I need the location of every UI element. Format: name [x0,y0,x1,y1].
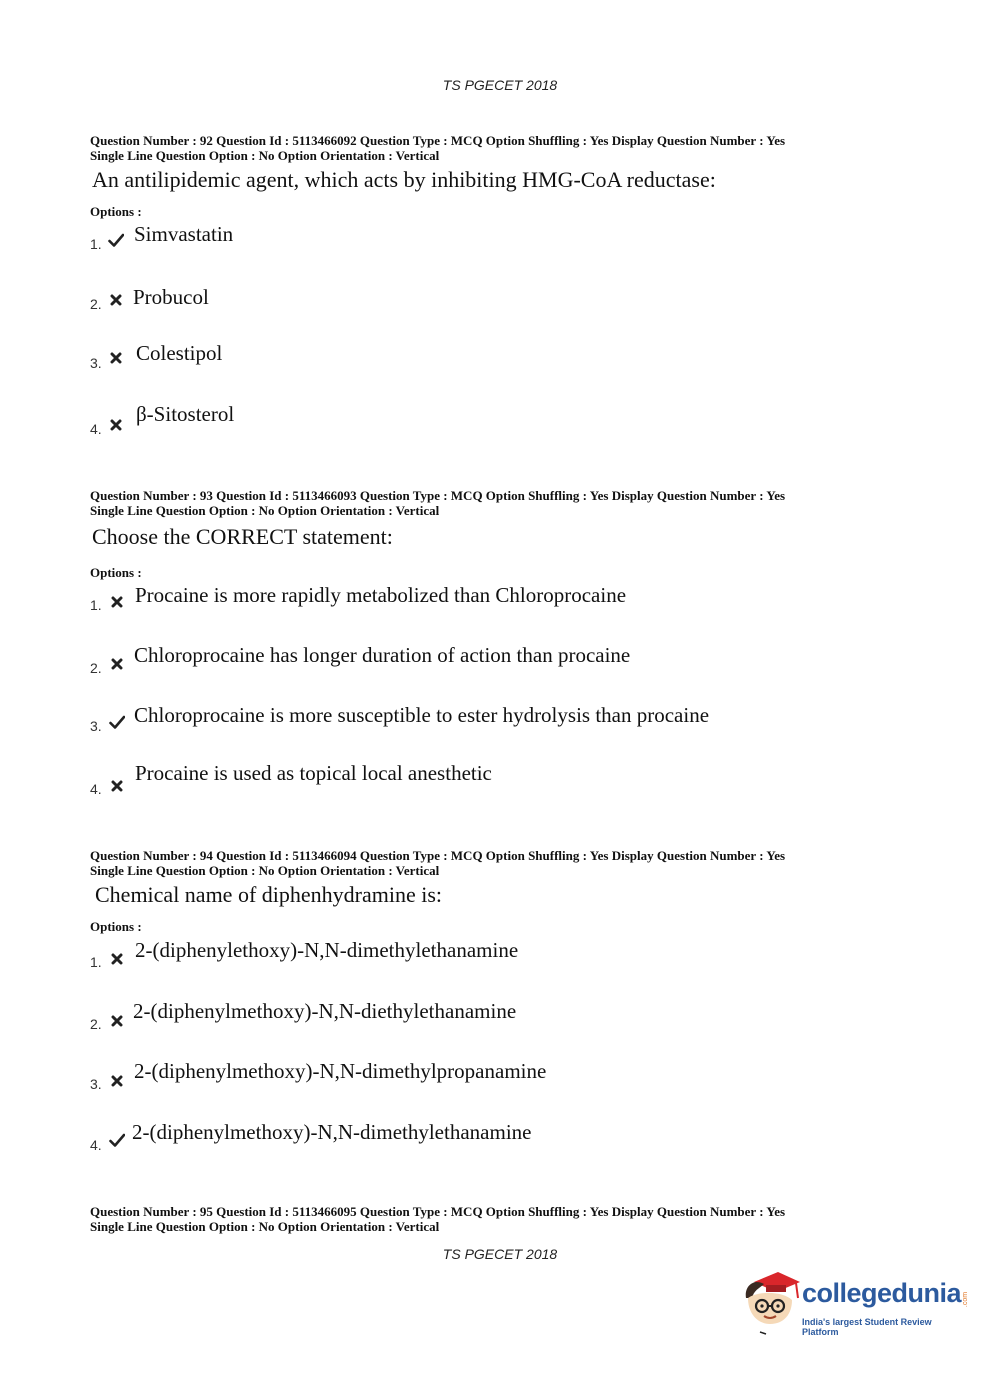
question-meta-line: Single Line Question Option : No Option Orientation : Vertical [90,863,440,878]
question-meta-line: Single Line Question Option : No Option Orientation : Vertical [90,148,440,163]
option-item [0,341,1000,373]
cross-icon [110,294,122,306]
cross-icon [111,1015,123,1027]
option-item [0,643,1000,675]
cross-icon [111,1075,123,1087]
cross-icon [110,352,122,364]
option-number: 2. [90,296,102,312]
question-meta-line: Question Number : 94 Question Id : 5113466094 Question Type : MCQ Option Shuffling : Yes Display Question Number : Yes [90,848,786,863]
option-text: 2-(diphenylmethoxy)-N,N-diethylethanamine [133,999,517,1023]
cross-icon [111,596,123,608]
option-number: 1. [90,597,102,613]
option-text: Chloroprocaine has longer duration of action than procaine [134,643,631,667]
option-text: Procaine is more rapidly metabolized than Chloroprocaine [135,583,627,607]
question-meta [90,133,910,163]
option-number: 1. [90,236,102,252]
option-item [0,285,1000,317]
page-footer: TS PGECET 2018 [442,1246,558,1262]
question-meta [90,848,910,878]
options-label: Options : [90,565,142,580]
option-number: 3. [90,1076,102,1092]
question-meta [90,1204,910,1234]
option-number: 3. [90,355,102,371]
cross-icon [110,419,122,431]
logo-dotcom: .com [962,1291,970,1308]
option-item [0,1059,1000,1091]
check-icon [108,232,124,248]
option-number: 2. [90,660,102,676]
option-text: 2-(diphenylmethoxy)-N,N-dimethylethanamine [132,1120,532,1144]
option-number: 3. [90,718,102,734]
option-text: Simvastatin [134,222,234,246]
options-label: Options : [90,919,142,934]
options-label: Options : [90,204,142,219]
logo-tagline: India's largest Student Review Platform [802,1317,932,1337]
question-meta-line: Question Number : 92 Question Id : 5113466092 Question Type : MCQ Option Shuffling : Yes Display Question Number : Yes [90,133,786,148]
option-item [0,402,1000,437]
option-item [0,703,1000,735]
page-header: TS PGECET 2018 [442,77,558,93]
mascot-icon [740,1268,802,1340]
question-meta-line: Single Line Question Option : No Option Orientation : Vertical [90,1219,440,1234]
question-text: An antilipidemic agent, which acts by inhibiting HMG-CoA reductase: [92,167,716,192]
option-number: 2. [90,1016,102,1032]
option-number: 1. [90,954,102,970]
option-item [0,583,1000,615]
option-text: Procaine is used as topical local anesthetic [135,761,492,785]
question-meta-line: Single Line Question Option : No Option Orientation : Vertical [90,503,440,518]
option-item [0,222,1000,254]
option-text: Probucol [133,285,209,309]
option-item [0,938,1000,970]
option-text: Chloroprocaine is more susceptible to ester hydrolysis than procaine [134,703,710,727]
cross-icon [111,953,123,965]
check-icon [109,714,125,730]
option-text: Colestipol [136,341,223,365]
cross-icon [111,658,123,670]
question-text: Chemical name of diphenhydramine is: [95,882,443,907]
option-text: 2-(diphenylethoxy)-N,N-dimethylethanamine [135,938,519,962]
collegedunia-logo [740,1268,970,1340]
option-item [0,999,1000,1031]
option-text: β-Sitosterol [136,402,235,426]
logo-name: collegedunia [802,1278,962,1308]
option-item [0,1120,1000,1152]
option-number: 4. [90,1137,102,1153]
cross-icon [111,780,123,792]
question-text: Choose the CORRECT statement: [92,524,393,549]
question-meta-line: Question Number : 95 Question Id : 5113466095 Question Type : MCQ Option Shuffling : Yes Display Question Number : Yes [90,1204,786,1219]
option-text: 2-(diphenylmethoxy)-N,N-dimethylpropanamine [134,1059,547,1083]
option-item [0,761,1000,797]
question-meta [90,488,910,518]
question-meta-line: Question Number : 93 Question Id : 5113466093 Question Type : MCQ Option Shuffling : Yes Display Question Number : Yes [90,488,786,503]
option-number: 4. [90,781,102,797]
check-icon [109,1132,125,1148]
option-number: 4. [90,421,102,437]
